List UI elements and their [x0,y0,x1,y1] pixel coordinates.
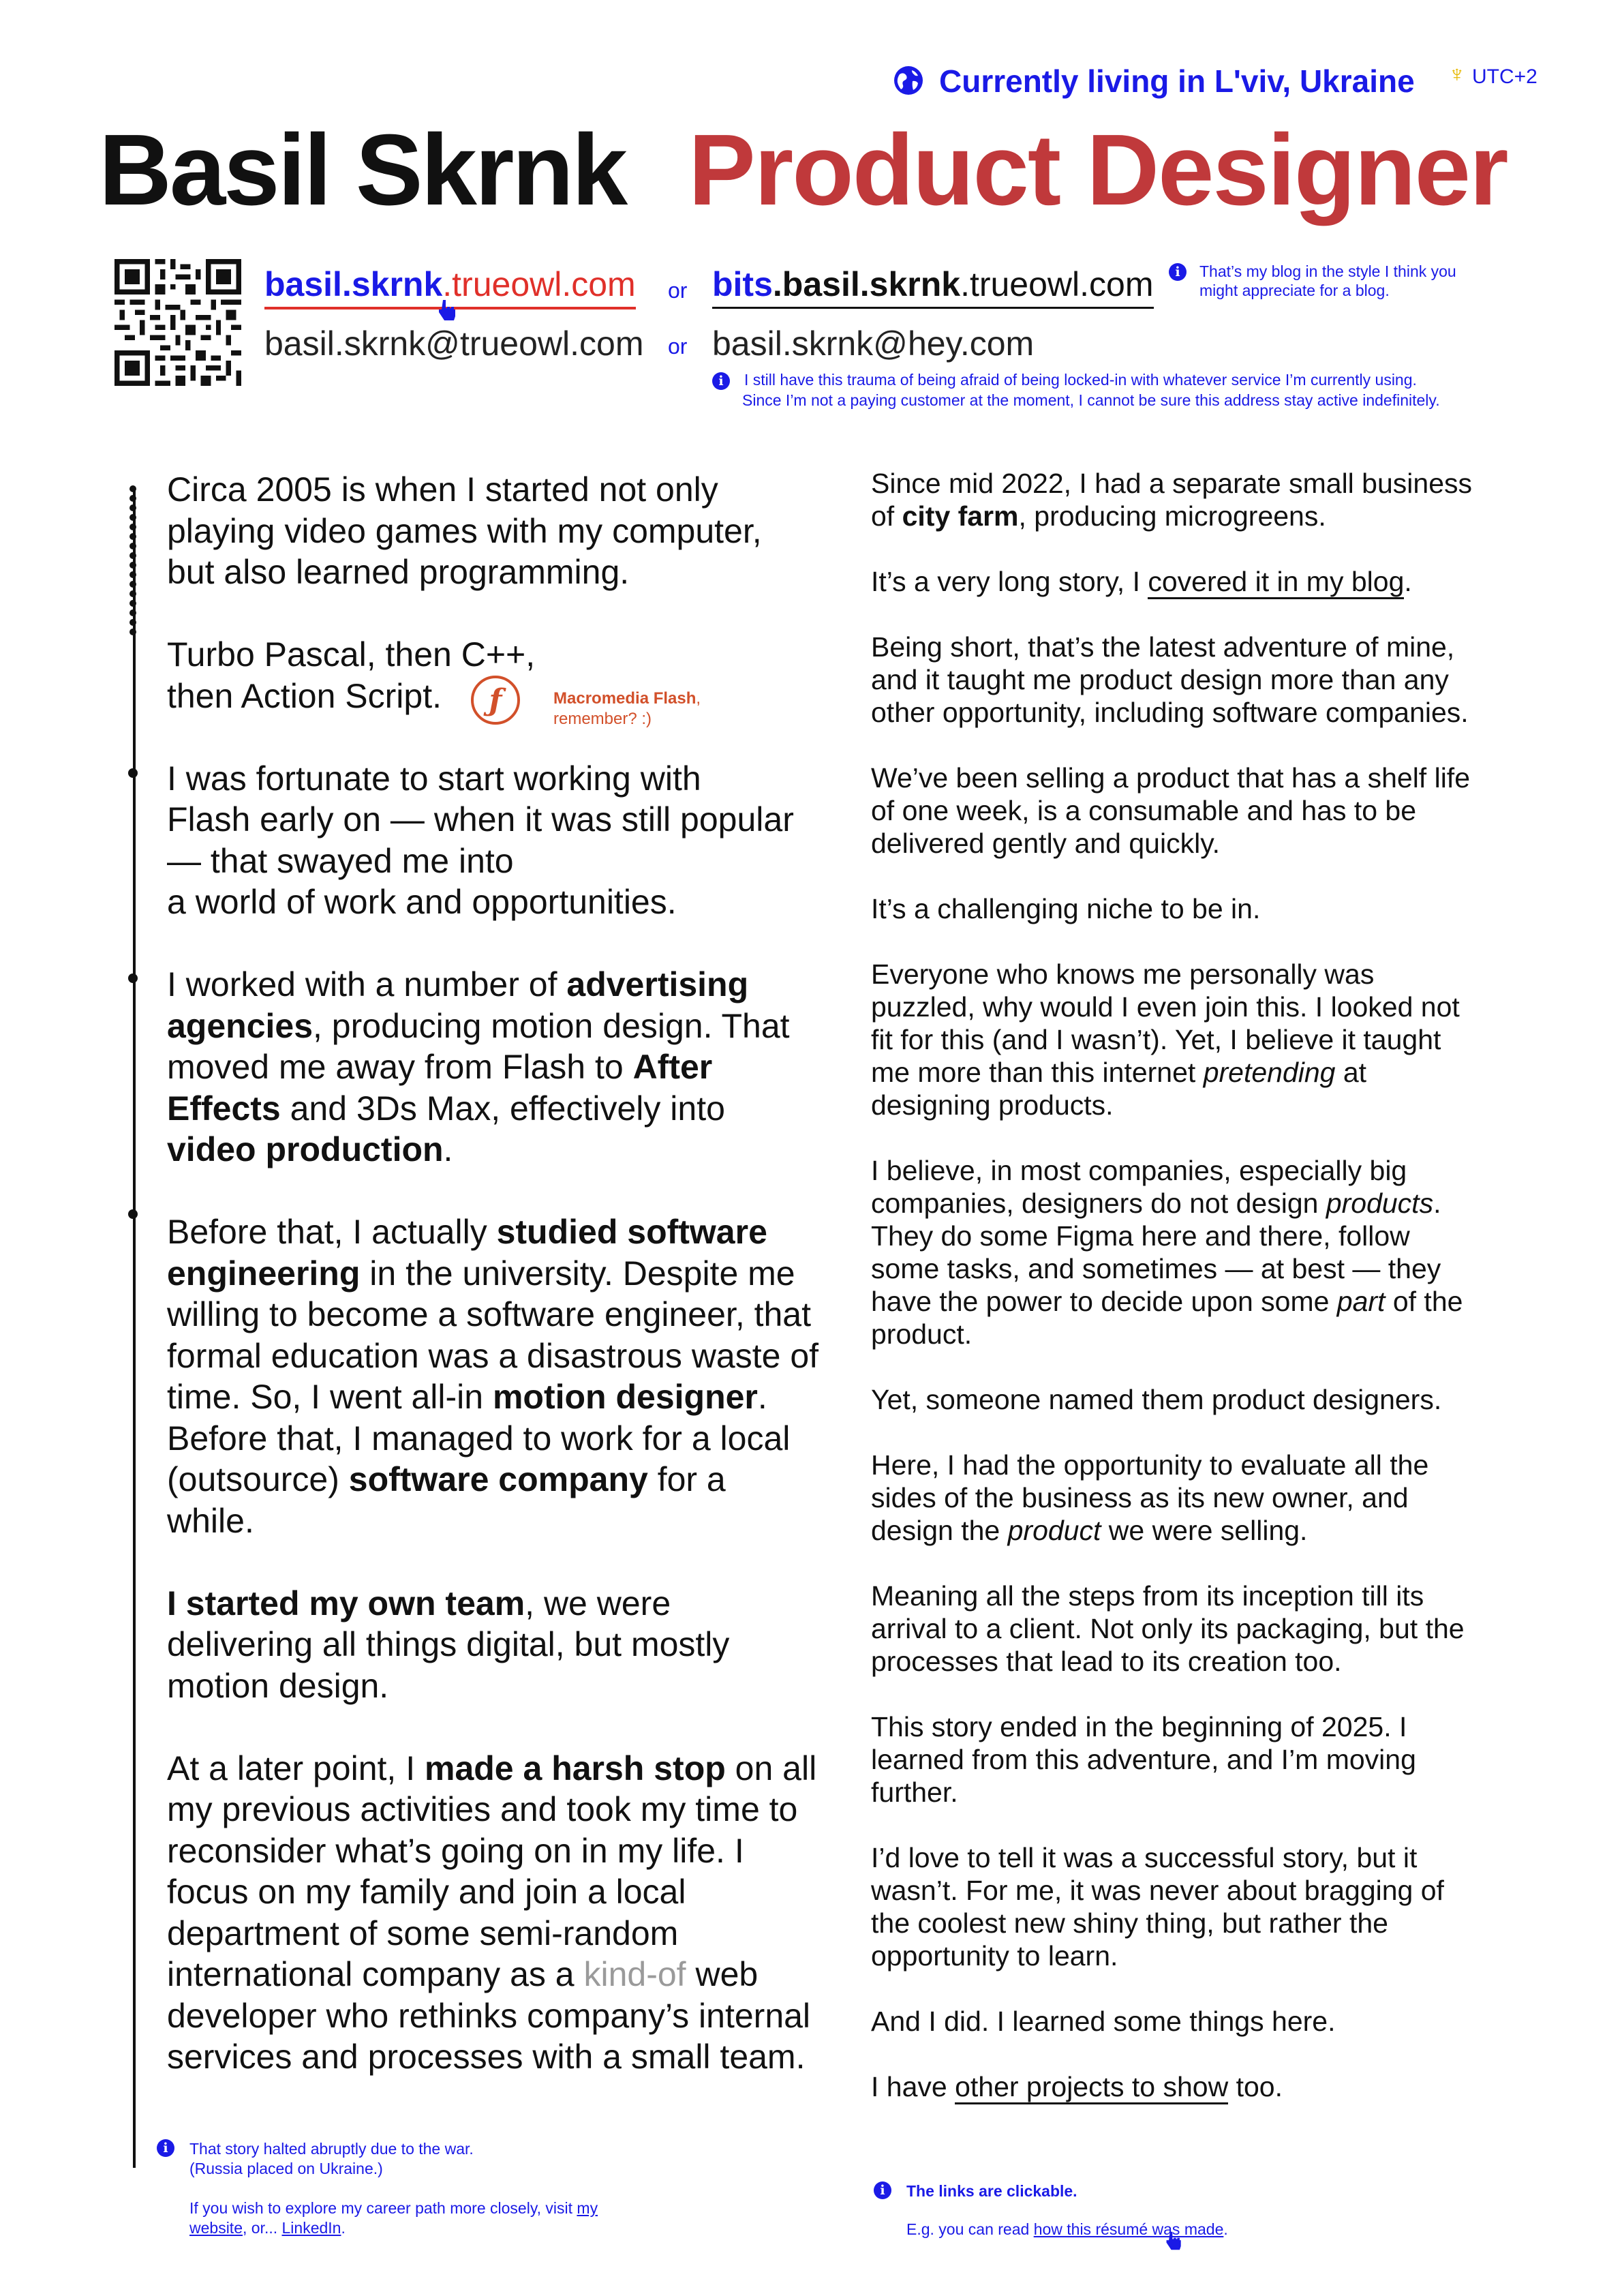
linkedin-link[interactable]: LinkedIn [281,2219,341,2237]
story-paragraph: This story ended in the beginning of 2025. I learned from this adventure, and I’m moving further. [871,1711,1416,1808]
story-paragraph: Here, I had the opportunity to evaluate all the sides of the business as its new owner, and design the product we were selling. [871,1449,1429,1546]
other-projects-link[interactable]: other projects to show [955,2071,1228,2104]
blog-link[interactable] [712,265,1154,309]
story-paragraph: Turbo Pascal, then C++, then Action Script. [167,635,536,715]
story-paragraph: Since mid 2022, I had a separate small business of city farm, producing microgreens. [871,468,1473,532]
email-primary[interactable]: basil.skrnk@trueowl.com [264,324,644,363]
story-paragraph: We’ve been selling a product that has a shelf life of one week, is a consumable and has to be delivered gently and quickly. [871,762,1470,859]
timeline-beads [129,485,136,638]
trident-icon: ♆ [1448,61,1466,87]
flash-note: Macromedia Flash, remember? :) [553,689,701,728]
blog-note: i That’s my blog in the style I think you might appreciate for a blog. [1169,262,1493,300]
website-link-anchor[interactable]: basil.skrnk.trueowl.com [264,265,636,303]
or-separator: or [668,334,688,359]
story-paragraph: I believe, in most companies, especially big companies, designers do not design products. They do some Figma here and there, follow some tasks, and sometimes — at best — they have the power to decide upon some part of the product. [871,1155,1463,1350]
info-icon: i [874,2181,891,2199]
story-paragraph: I was fortunate to start working with Flash early on — when it was still popular — that swayed me into a world of work and opportunities. [167,759,794,921]
flash-icon [470,675,521,725]
story-paragraph: Circa 2005 is when I started not only playing video games with my computer, but also learned programming. [167,470,762,591]
my-website-link[interactable]: my website [189,2199,598,2237]
location-line: Currently living in Lʹviv, Ukraine [893,63,1415,100]
story-paragraph: It’s a very long story, I covered it in my blog. [871,565,1484,598]
info-icon: i [157,2139,174,2157]
story-paragraph: Being short, that’s the latest adventure of mine, and it taught me product design more than any other opportunity, including software companies. [871,631,1469,728]
globe-icon [893,65,924,96]
story-paragraph: Before that, I actually studied software engineering in the university. Despite me willing to become a software engineer, that formal education was a disastrous waste of time. So, I went all-in motion designer. Before that, I managed to work for a local (outsource) software company for a while. [167,1213,819,1540]
city-farm-story [871,467,1484,2136]
war-note: i That story halted abruptly due to the war. (Russia placed on Ukraine.) If you wish to explore my career path more closely, visit my website, or... LinkedIn. [157,2139,598,2238]
blog-story-link[interactable]: covered it in my blog [1148,566,1404,599]
email-secondary[interactable]: basil.skrnk@hey.com [712,324,1035,363]
email-note: i I still have this trauma of being afraid of being locked-in with whatever service I’m currently using. Since I’m not a paying customer at the moment, I cannot be sure this address stay active indefinitely. [712,369,1562,410]
pointer-cursor-icon [1164,2231,1184,2251]
timeline-marker [128,768,138,778]
story-paragraph: I’d love to tell it was a successful story, but it wasn’t. For me, it was never about bragging of the coolest new shiny thing, but rather the opportunity to learn. [871,1842,1444,1972]
links-note: i The links are clickable. E.g. you can read how this résumé was made. [874,2181,1228,2239]
timeline-marker [128,1209,138,1219]
job-title: Product Designer [688,114,1508,226]
or-separator: or [668,278,688,303]
qr-code-icon [114,259,241,386]
story-paragraph: I started my own team, we were delivering all things digital, but mostly motion design. [167,1584,730,1705]
story-paragraph: And I did. I learned some things here. [871,2006,1336,2037]
blog-link-anchor[interactable]: bits.basil.skrnk.trueowl.com [712,265,1154,303]
timezone-label: UTC+2 [1472,65,1537,88]
story-paragraph: At a later point, I made a harsh stop on all my previous activities and took my time to reconsider what’s going on in my life. I focus on my family and join a local department of some semi-random international company as a kind-of web developer who rethinks company’s internal services and processes with a small team. [167,1749,817,2076]
story-paragraph: It’s a challenging niche to be in. [871,893,1261,924]
info-icon: i [712,372,730,390]
person-name: Basil Skrnk [99,114,626,226]
pointer-cursor-icon [436,299,459,322]
svg-text:ƒ: ƒ [489,683,502,718]
story-paragraph: Meaning all the steps from its inception till its arrival to a client. Not only its packaging, but the processes that lead to its creation too. [871,1580,1465,1677]
story-paragraph: I worked with a number of advertising agencies, producing motion design. That moved me away from Flash to After Effects and 3Ds Max, effectively into video production. [167,965,790,1168]
info-icon: i [1169,263,1187,281]
story-paragraph: Everyone who knows me personally was puzzled, why would I even join this. I looked not fit for this (and I wasn’t). Yet, I believe it taught me more than this internet pretending at designing products. [871,958,1460,1121]
timeline-marker [128,973,138,983]
story-paragraph: Yet, someone named them product designers. [871,1384,1442,1415]
story-paragraph: I have other projects to show too. [871,2070,1484,2103]
timeline-line [133,487,136,2168]
resume-howto-link[interactable]: how this résumé was made [1033,2220,1224,2238]
